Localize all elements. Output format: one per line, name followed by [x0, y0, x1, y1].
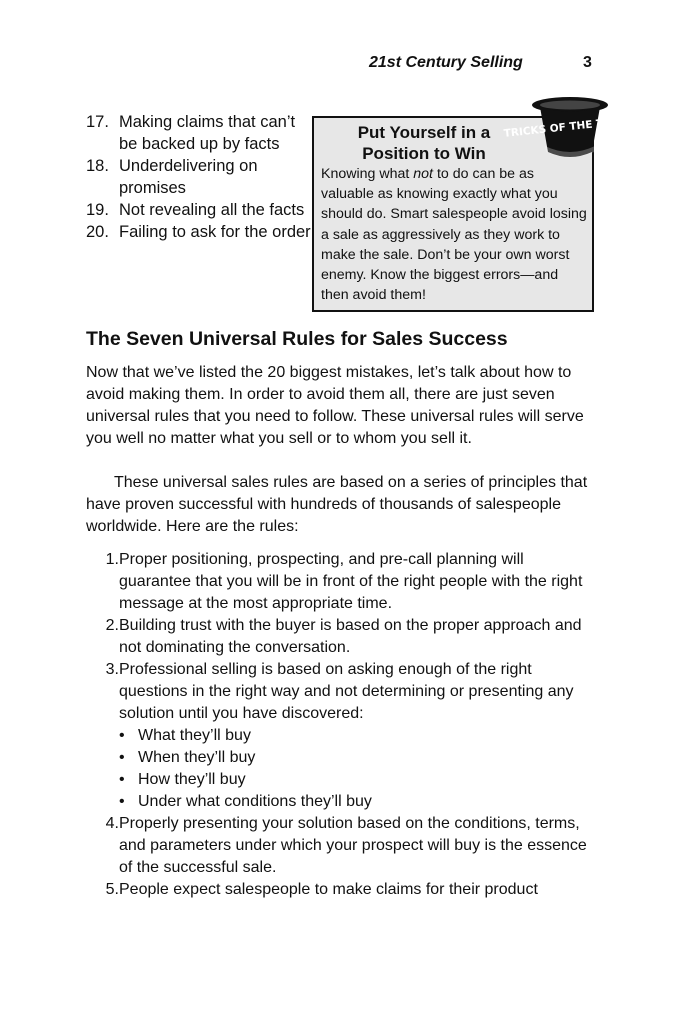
list-item-number: 3.	[105, 661, 119, 678]
list-item-number: 18.	[86, 157, 109, 175]
list-item	[86, 879, 596, 901]
running-header-title: 21st Century Selling	[369, 54, 523, 71]
list-item	[86, 813, 596, 879]
list-item-number: 19.	[86, 201, 109, 219]
bullet-text: How they’ll buy	[138, 771, 246, 788]
list-item	[86, 615, 596, 659]
sidebar-body-emphasis: not	[413, 166, 434, 182]
hat-badge-text: TRICKS OF THE TRADE	[503, 114, 636, 140]
list-item-text: Failing to ask for the order	[119, 223, 311, 241]
section-heading: The Seven Universal Rules for Sales Success	[86, 328, 508, 350]
list-item	[86, 155, 316, 199]
list-item-number: 5.	[105, 881, 119, 898]
mistakes-list	[86, 111, 316, 243]
bullet-text: Under what conditions they’ll buy	[138, 793, 372, 810]
list-item-text: Building trust with the buyer is based on the proper approach and not dominating the conversation.	[119, 617, 582, 656]
bullet-item	[119, 747, 596, 769]
bullet-icon: •	[119, 749, 125, 766]
bullet-text: What they’ll buy	[138, 727, 251, 744]
list-item-number: 17.	[86, 113, 109, 131]
list-item-text: Professional selling is based on asking enough of the right questions in the right way and not determining or presenting any solution until you have discovered:	[119, 661, 574, 722]
list-item-number: 2.	[105, 617, 119, 634]
list-item	[86, 221, 316, 243]
sidebar-body-lead: Knowing what	[321, 166, 414, 182]
list-item	[86, 549, 596, 615]
list-item-number: 20.	[86, 223, 109, 241]
bullet-icon: •	[119, 793, 125, 810]
list-item	[86, 199, 316, 221]
list-item-text: Properly presenting your solution based on the conditions, terms, and parameters under which your prospect will buy is the essence of the successful sale.	[119, 815, 587, 876]
list-item-text: Proper positioning, prospecting, and pre-call planning will guarantee that you will be in front of the right people with the right message at the most appropriate time.	[119, 551, 583, 612]
list-item	[86, 659, 596, 813]
list-item-number: 1.	[105, 551, 119, 568]
list-item-number: 4.	[105, 815, 119, 832]
list-item-text: People expect salespeople to make claims for their product	[119, 881, 538, 898]
body-paragraph: Now that we’ve listed the 20 biggest mistakes, let’s talk about how to avoid making them. In order to avoid them all, there are just seven universal rules that you need to follow. These universal rules will serve you well no matter what you sell or to whom you sell it.	[86, 364, 584, 447]
body-paragraph: These universal sales rules are based on a series of principles that have proven successful with hundreds of thousands of salespeople worldwide. Here are the rules:	[86, 474, 588, 535]
rules-list	[86, 549, 596, 901]
sidebar-body-rest: to do can be as valuable as knowing exactly what you should do. Smart salespeople avoid losing a sale as aggressively as they work to make the sale. Don’t be your own worst enemy. Know the biggest errors—and then avoid them!	[321, 166, 587, 304]
bullet-item	[119, 769, 596, 791]
list-item-text: Making claims that can’t be backed up by facts	[119, 113, 296, 153]
list-item-text: Underdelivering on promises	[119, 157, 258, 197]
page-number: 3	[583, 54, 592, 71]
bullet-item	[119, 725, 596, 747]
bullet-text: When they’ll buy	[138, 749, 256, 766]
bullet-item	[119, 791, 596, 813]
bullet-list	[119, 725, 596, 813]
sidebar-title: Put Yourself in a Position to Win	[357, 123, 491, 163]
tricks-of-the-trade-hat-icon	[503, 96, 636, 166]
list-item-text: Not revealing all the facts	[119, 201, 305, 219]
bullet-icon: •	[119, 727, 125, 744]
bullet-icon: •	[119, 771, 125, 788]
list-item	[86, 111, 316, 155]
running-header	[0, 54, 682, 78]
sidebar-body	[321, 164, 589, 305]
